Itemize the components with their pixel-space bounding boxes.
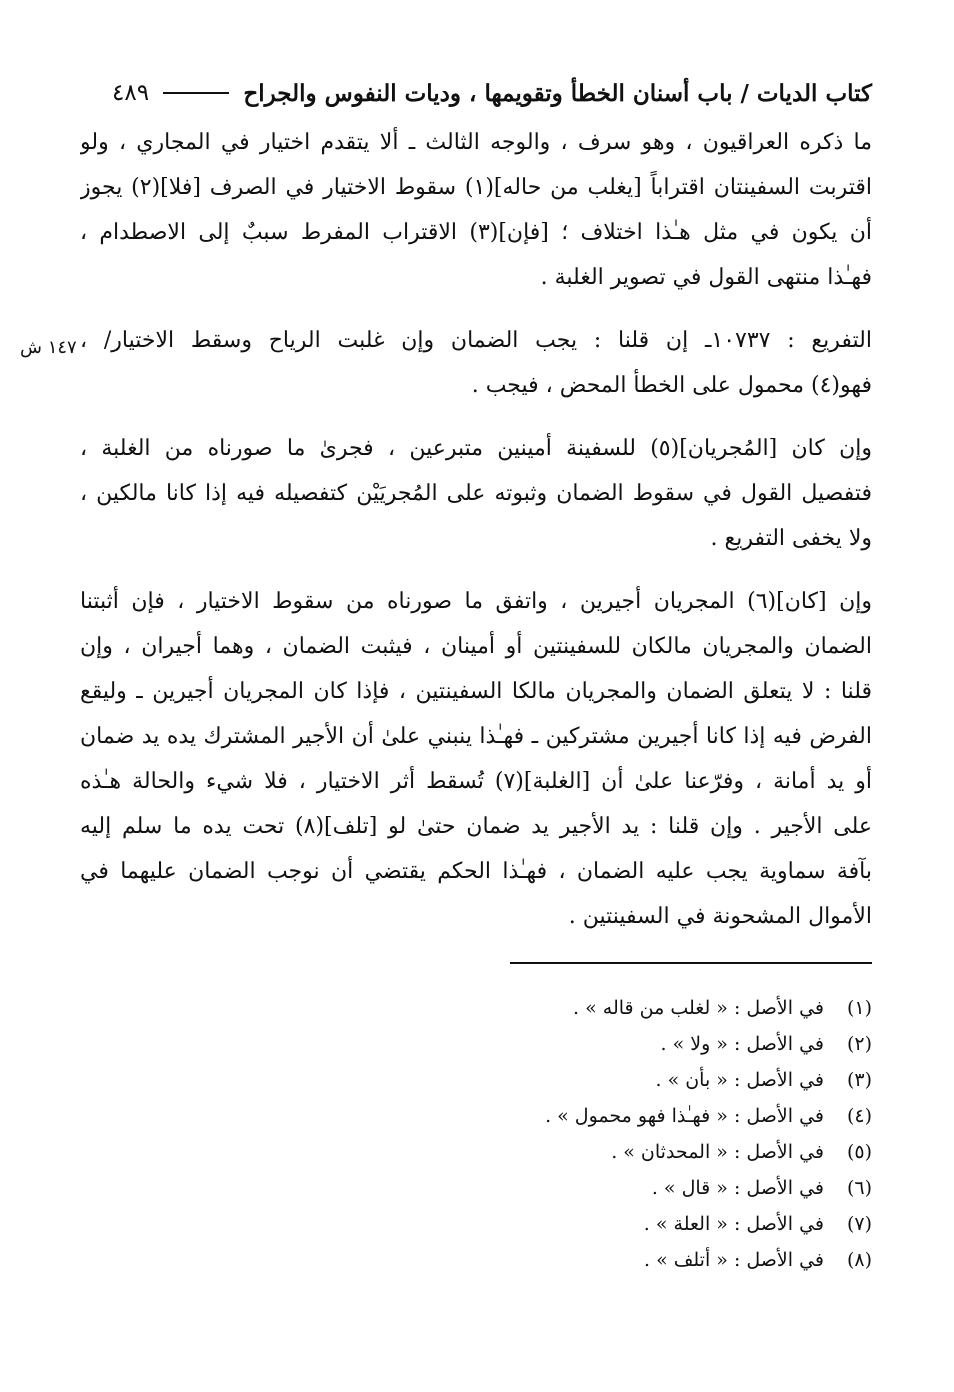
text-line: الفرض فيه إذا كانا أجيرين مشتركين ـ فهـٰذا ينبني علىٰ أن الأجير المشترك يده يد ضمان: [80, 724, 872, 749]
footnote-number: (٦): [846, 1177, 872, 1199]
header-rule: [163, 92, 229, 94]
text-line: ولا يخفى التفريع .: [710, 526, 872, 551]
footnote: [300, 1170, 872, 1206]
text-line: أو يد أمانة ، وفرّعنا علىٰ أن [الغلبة](٧) تُسقط أثر الاختيار ، فلا شيء والحالة هـٰذه: [80, 769, 872, 794]
footnote-number: (٨): [846, 1249, 872, 1271]
footnote-text: في الأصل : « ولا » .: [660, 1033, 824, 1055]
paragraph-1: [80, 120, 872, 300]
footnote: [300, 1134, 872, 1170]
footnote: [300, 990, 872, 1026]
footnote: [300, 1026, 872, 1062]
footnote-number: (٢): [846, 1033, 872, 1055]
running-header: [112, 70, 872, 116]
footnote-number: (٤): [846, 1105, 872, 1127]
text-line: الأموال المشحونة في السفينتين .: [568, 904, 872, 929]
footnotes: [300, 990, 872, 1278]
text-line: على الأجير . وإن قلنا : يد الأجير يد ضمان حتىٰ لو [تلف](٨) تحت يده ما سلم إليه: [80, 814, 872, 839]
footnote-text: في الأصل : « المحدثان » .: [611, 1141, 824, 1163]
text-line: فهو(٤) محمول على الخطأ المحض ، فيجب .: [471, 373, 872, 398]
main-text: [80, 120, 872, 953]
text-line: بآفة سماوية يجب عليه الضمان ، فهـٰذا الحكم يقتضي أن نوجب الضمان عليهما في: [80, 859, 872, 884]
footnote-number: (٧): [846, 1213, 872, 1235]
text-line: قلنا : لا يتعلق الضمان والمجريان مالكا السفينتين ، فإذا كان المجريان أجيرين ـ وليقع: [80, 679, 872, 704]
text-line: وإن [كان](٦) المجريان أجيرين ، واتفق ما صورناه من سقوط الاختيار ، فإن أثبتنا: [80, 589, 872, 614]
text-line: ما ذكره العراقيون ، وهو سرف ، والوجه الثالث ـ ألا يتقدم اختيار في المجاري ، ولو: [80, 130, 872, 155]
page-number: ٤٨٩: [112, 80, 150, 106]
footnote-text: في الأصل : « فهـٰذا فهو محمول » .: [545, 1105, 824, 1127]
footnote-text: في الأصل : « بأن » .: [655, 1069, 824, 1091]
paragraph-4: [80, 579, 872, 939]
text-line: فتفصيل القول في سقوط الضمان وثبوته على المُجريَيْن كتفصيله فيه إذا كانا مالكين ،: [80, 481, 872, 506]
text-line: أن يكون في مثل هـٰذا اختلاف ؛ [فإن](٣) الاقتراب المفرط سببٌ إلى الاصطدام ،: [80, 220, 872, 245]
footnote: [300, 1206, 872, 1242]
margin-manuscript-reference: ١٤٧ ش: [20, 337, 77, 358]
footnote: [300, 1062, 872, 1098]
footnote: [300, 1098, 872, 1134]
footnote-text: في الأصل : « قال » .: [651, 1177, 824, 1199]
footnote-number: (٥): [846, 1141, 872, 1163]
footnote-text: في الأصل : « لغلب من قاله » .: [573, 997, 824, 1019]
footnote-number: (١): [846, 997, 872, 1019]
chapter-title: كتاب الديات / باب أسنان الخطأ وتقويمها ، وديات النفوس والجراح: [243, 79, 872, 107]
footnote-number: (٣): [846, 1069, 872, 1091]
footnote: [300, 1242, 872, 1278]
footnote-separator: [510, 962, 872, 964]
paragraph-2: [80, 318, 872, 408]
text-line: فهـٰذا منتهى القول في تصوير الغلبة .: [540, 265, 872, 290]
footnote-text: في الأصل : « العلة » .: [643, 1213, 824, 1235]
footnote-text: في الأصل : « أتلف » .: [643, 1249, 824, 1271]
text-line: الضمان والمجريان مالكان للسفينتين أو أمينان ، فيثبت الضمان ، وهما أجيران ، وإن: [80, 634, 872, 659]
text-line: وإن كان [المُجريان](٥) للسفينة أمينين متبرعين ، فجرىٰ ما صورناه من الغلبة ،: [80, 436, 872, 461]
text-line: اقتربت السفينتان اقتراباً [يغلب من حاله](١) سقوط الاختيار في الصرف [فلا](٢) يجوز: [80, 175, 872, 200]
paragraph-3: [80, 426, 872, 561]
text-line: التفريع : ١٠٧٣٧ـ إن قلنا : يجب الضمان وإن غلبت الرياح وسقط الاختيار/ ،: [80, 328, 872, 353]
